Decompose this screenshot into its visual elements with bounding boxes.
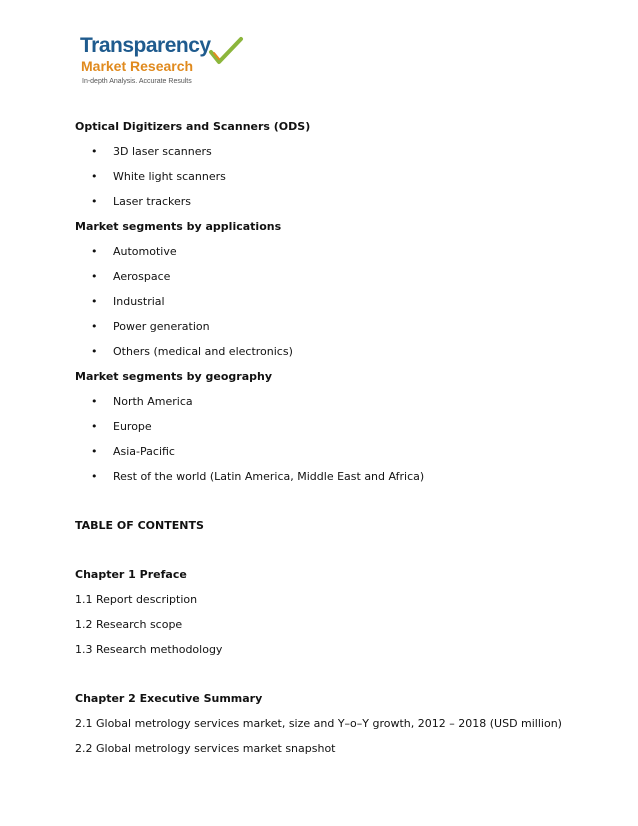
list-item-text: Power generation [113, 320, 210, 333]
bullet-icon: • [91, 420, 98, 433]
section-ods [75, 117, 595, 217]
checkmark-icon [208, 36, 244, 66]
section-applications [75, 217, 595, 367]
chapter-title: Chapter 1 Preface [75, 568, 187, 581]
spacer [75, 541, 595, 565]
logo-subtitle: Market Research [81, 58, 194, 74]
list-item [75, 142, 595, 167]
list-item-text: Automotive [113, 245, 177, 258]
list-item-text: Rest of the world (Latin America, Middle East and Africa) [113, 470, 425, 483]
list-item-text: Aerospace [113, 270, 171, 283]
toc-chapter-1 [75, 565, 595, 665]
list-item [75, 417, 595, 442]
spacer [75, 665, 595, 689]
list-item-text: Others (medical and electronics) [113, 345, 293, 358]
toc-item: 1.3 Research methodology [75, 643, 223, 656]
section-geography [75, 367, 595, 492]
bullet-icon: • [91, 170, 98, 183]
toc-item: 2.2 Global metrology services market snapshot [75, 742, 336, 755]
bullet-icon: • [91, 320, 98, 333]
bullet-list [75, 142, 595, 217]
list-item [75, 292, 595, 317]
toc-chapter-2 [75, 689, 595, 764]
bullet-icon: • [91, 470, 98, 483]
bullet-icon: • [91, 145, 98, 158]
bullet-icon: • [91, 445, 98, 458]
list-item [75, 392, 595, 417]
section-heading: Optical Digitizers and Scanners (ODS) [75, 120, 311, 133]
list-item [75, 467, 595, 492]
list-item-text: Industrial [113, 295, 165, 308]
toc-item: 2.1 Global metrology services market, size and Y–o–Y growth, 2012 – 2018 (USD million) [75, 717, 562, 730]
spacer [75, 492, 595, 516]
list-item [75, 342, 595, 367]
bullet-icon: • [91, 395, 98, 408]
list-item [75, 192, 595, 217]
bullet-icon: • [91, 295, 98, 308]
list-item-text: Laser trackers [113, 195, 192, 208]
list-item [75, 167, 595, 192]
section-heading: Market segments by applications [75, 220, 282, 233]
company-logo [80, 34, 250, 94]
toc-item: 1.2 Research scope [75, 618, 183, 631]
list-item [75, 317, 595, 342]
toc-item: 1.1 Report description [75, 593, 198, 606]
list-item [75, 242, 595, 267]
list-item-text: White light scanners [113, 170, 226, 183]
document-body [75, 117, 595, 764]
list-item [75, 442, 595, 467]
bullet-list [75, 242, 595, 367]
bullet-icon: • [91, 245, 98, 258]
chapter-title: Chapter 2 Executive Summary [75, 692, 263, 705]
bullet-icon: • [91, 195, 98, 208]
list-item-text: 3D laser scanners [113, 145, 212, 158]
bullet-icon: • [91, 270, 98, 283]
logo-tagline: In-depth Analysis. Accurate Results [82, 78, 192, 85]
list-item-text: North America [113, 395, 193, 408]
bullet-icon: • [91, 345, 98, 358]
section-heading: Market segments by geography [75, 370, 272, 383]
bullet-list [75, 392, 595, 492]
list-item-text: Asia-Pacific [113, 445, 175, 458]
logo-title: Transparency [80, 34, 211, 57]
toc-title: TABLE OF CONTENTS [75, 519, 204, 532]
list-item [75, 267, 595, 292]
list-item-text: Europe [113, 420, 152, 433]
